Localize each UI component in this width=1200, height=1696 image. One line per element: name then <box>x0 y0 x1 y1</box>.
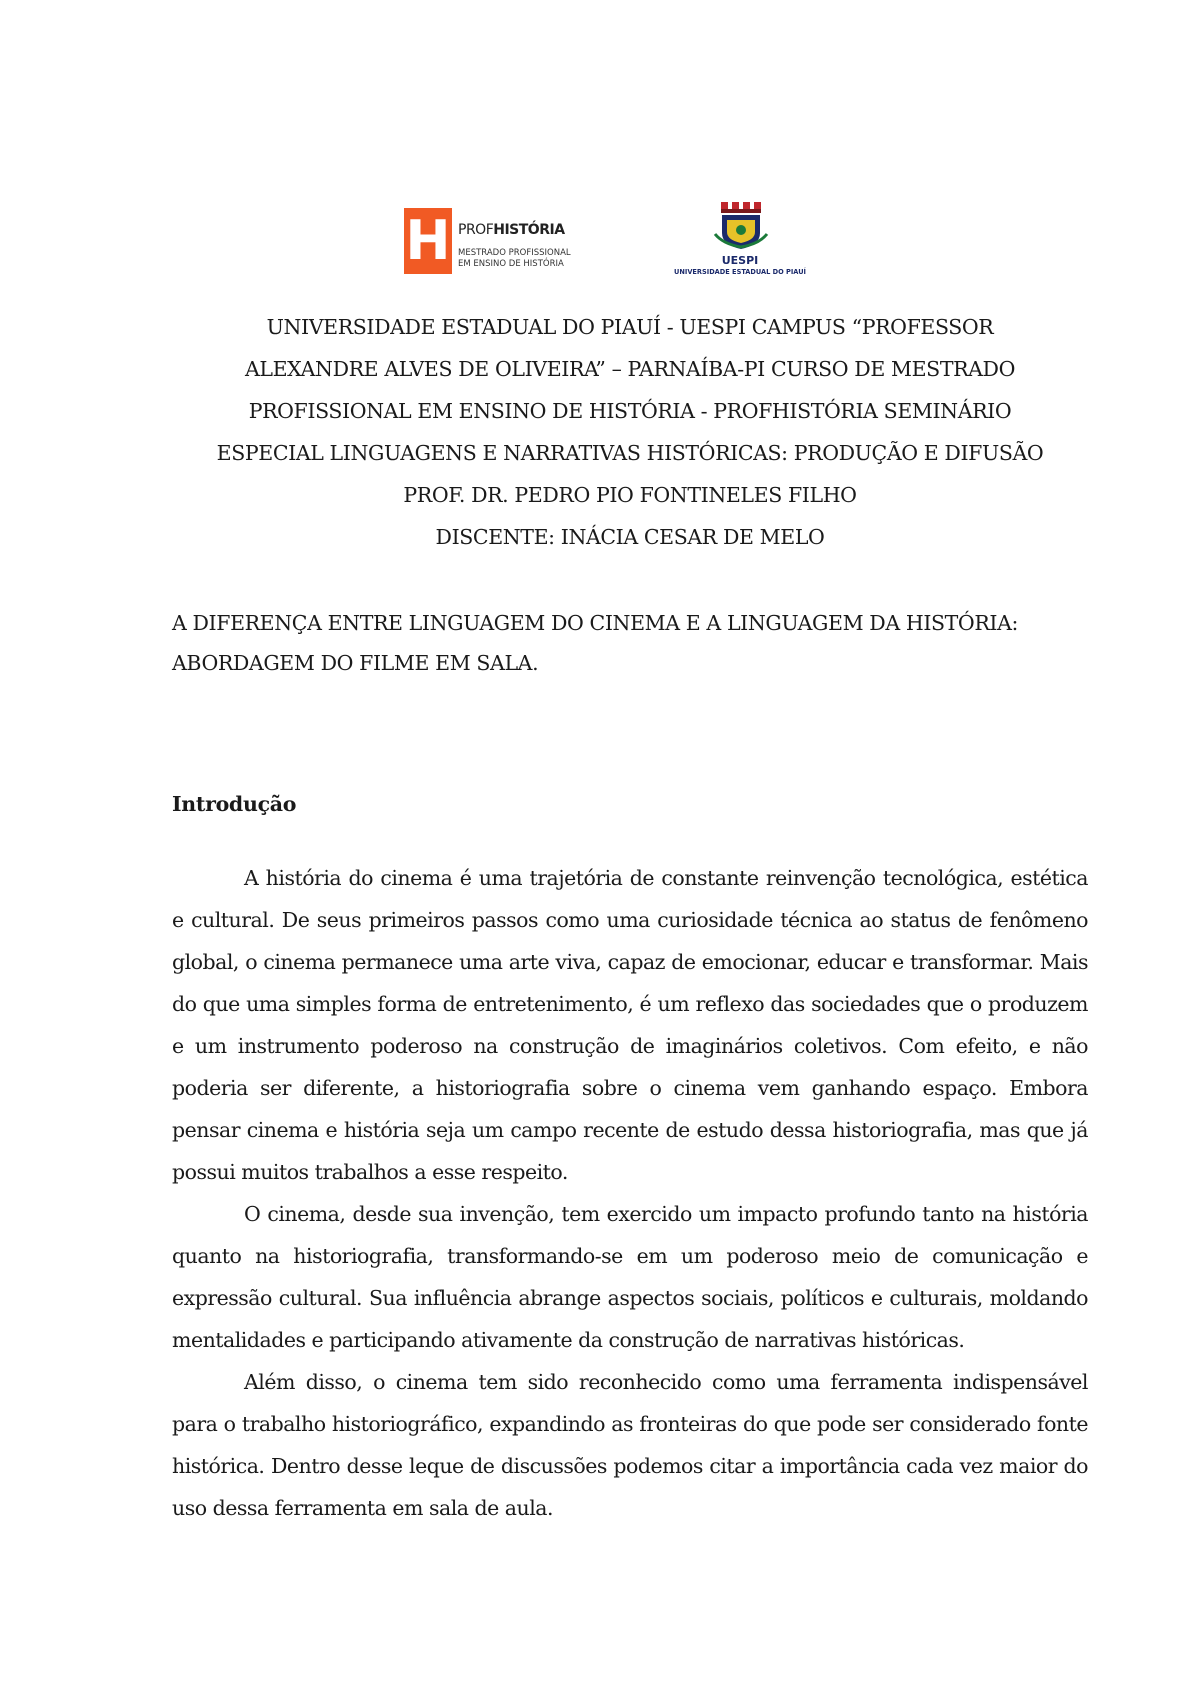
profhistoria-title-prefix: PROF <box>458 222 494 238</box>
profhistoria-logo <box>404 205 574 277</box>
uespi-name: UESPI <box>721 254 759 267</box>
header-line: DISCENTE: INÁCIA CESAR DE MELO <box>435 525 825 549</box>
profhistoria-subtitle-line2: EM ENSINO DE HISTÓRIA <box>458 259 564 269</box>
paragraph: Além disso, o cinema tem sido reconhecido como uma ferramenta indispensável para o trabalho historiográfico, expandindo as fronteiras do que pode ser considerado fonte histórica. Dentro desse leque de discussões podemos citar a importância cada vez maior do uso dessa ferramenta em sala de aula. <box>172 1370 1088 1520</box>
uespi-crest-icon <box>665 200 815 250</box>
logos-row <box>0 205 1200 285</box>
uespi-logo <box>665 205 815 281</box>
header-line: UNIVERSIDADE ESTADUAL DO PIAUÍ - UESPI CAMPUS “PROFESSOR <box>266 315 994 339</box>
uespi-subtitle: UNIVERSIDADE ESTADUAL DO PIAUÍ <box>674 268 806 276</box>
profhistoria-subtitle <box>458 248 571 270</box>
header-line: PROF. DR. PEDRO PIO FONTINELES FILHO <box>403 483 857 507</box>
header-line: ESPECIAL LINGUAGENS E NARRATIVAS HISTÓRICAS: PRODUÇÃO E DIFUSÃO <box>216 441 1044 465</box>
intro-body <box>172 857 1088 1529</box>
profhistoria-h-letter: H <box>405 209 451 272</box>
header-line: PROFISSIONAL EM ENSINO DE HISTÓRIA - PROFHISTÓRIA SEMINÁRIO <box>248 399 1012 423</box>
title-line: A DIFERENÇA ENTRE LINGUAGEM DO CINEMA E A LINGUAGEM DA HISTÓRIA: <box>172 611 1018 635</box>
profhistoria-subtitle-line1: MESTRADO PROFISSIONAL <box>458 248 571 258</box>
paragraph: O cinema, desde sua invenção, tem exercido um impacto profundo tanto na história quanto na historiografia, transformando-se em um poderoso meio de comunicação e expressão cultural. Sua influência abrange aspectos sociais, políticos e culturais, moldando mentalidades e participando ativamente da construção de narrativas históricas. <box>172 1202 1088 1352</box>
document-title <box>172 603 1088 683</box>
title-line: ABORDAGEM DO FILME EM SALA. <box>172 651 539 675</box>
header-line: ALEXANDRE ALVES DE OLIVEIRA” – PARNAÍBA-PI CURSO DE MESTRADO <box>245 357 1015 381</box>
paragraph: A história do cinema é uma trajetória de constante reinvenção tecnológica, estética e cultural. De seus primeiros passos como uma curiosidade técnica ao status de fenômeno global, o cinema permanece uma arte viva, capaz de emocionar, educar e transformar. Mais do que uma simples forma de entretenimento, é um reflexo das sociedades que o produzem e um instrumento poderoso na construção de imaginários coletivos. Com efeito, e não poderia ser diferente, a historiografia sobre o cinema vem ganhando espaço. Embora pensar cinema e história seja um campo recente de estudo dessa historiografia, mas que já possui muitos trabalhos a esse respeito. <box>172 866 1088 1184</box>
intro-heading: Introdução <box>172 792 297 816</box>
profhistoria-title <box>458 222 565 238</box>
institution-header <box>172 306 1088 558</box>
profhistoria-title-bold: HISTÓRIA <box>493 222 565 238</box>
